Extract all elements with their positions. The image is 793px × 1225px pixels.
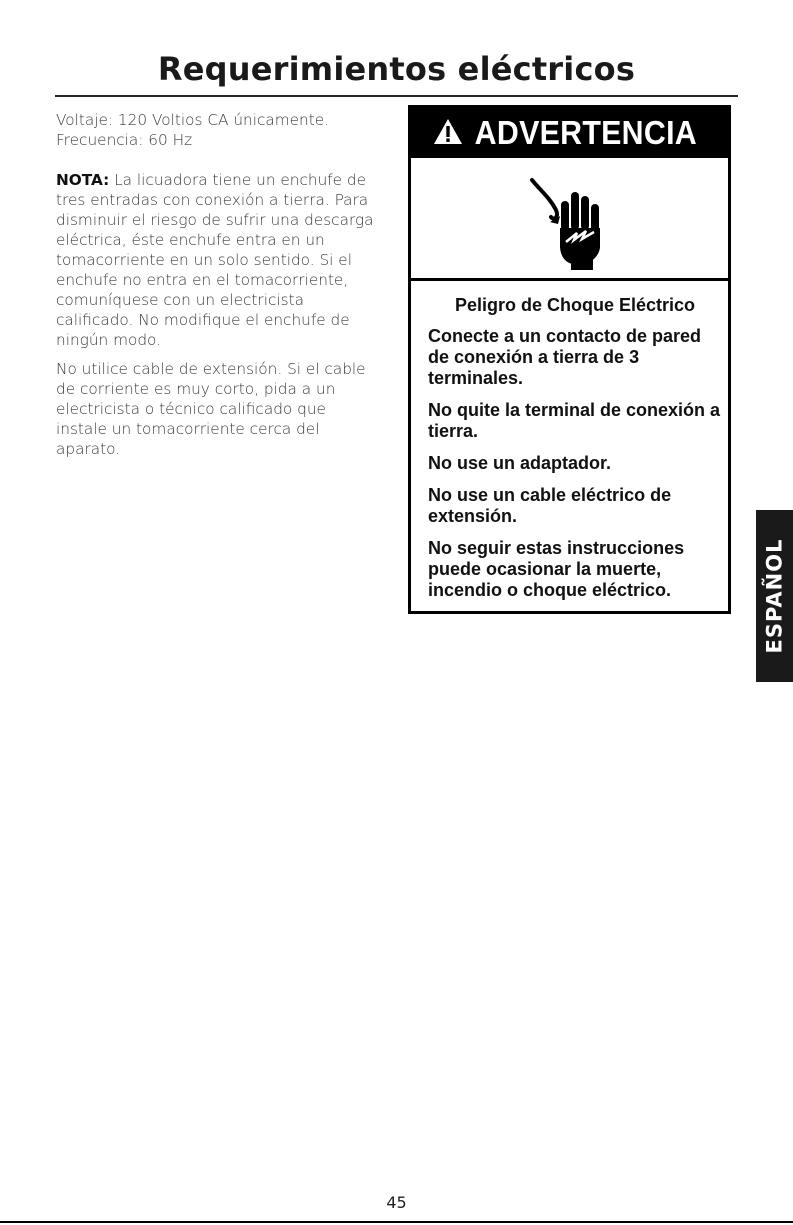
warning-line: No quite la terminal de conexión a tierra. xyxy=(428,400,721,441)
page-title: Requerimientos eléctricos xyxy=(157,50,636,88)
warning-title: ADVERTENCIA xyxy=(474,114,697,151)
frequency-line: Frecuencia: 60 Hz xyxy=(56,131,193,149)
bottom-divider xyxy=(0,1221,793,1223)
hazard-icon-area xyxy=(411,158,728,278)
nota-label: NOTA: xyxy=(56,171,110,189)
nota-paragraph xyxy=(56,170,376,350)
warning-line: No use un cable eléctrico de extensión. xyxy=(428,485,672,526)
warning-line: Conecte a un contacto de pared de conexión a tierra de 3 terminales. xyxy=(428,326,702,388)
page-number: 45 xyxy=(386,1193,407,1212)
electrical-requirements-text xyxy=(56,110,376,459)
title-divider xyxy=(55,95,738,97)
warning-triangle-icon xyxy=(433,118,463,149)
nota-text: La licuadora tiene un enchufe de tres entradas con conexión a tierra. Para disminuir el riesgo de sufrir una descarga eléctrica, éste enchufe entra en un tomacorriente en un solo sentido. Si el enchufe no entra en el tomacorriente, comuníquese con un electricista calificado. No modifique el enchufe de ningún modo. xyxy=(56,171,374,349)
language-side-tab xyxy=(756,510,793,682)
warning-text xyxy=(428,294,722,612)
warning-box xyxy=(408,105,731,614)
warning-line: No seguir estas instrucciones puede ocasionar la muerte, incendio o choque eléctrico. xyxy=(428,538,685,600)
warning-header xyxy=(411,108,728,158)
warning-line: No use un adaptador. xyxy=(428,453,612,473)
extension-cord-paragraph: No utilice cable de extensión. Si el cable de corriente es muy corto, pida a un electricista o técnico calificado que instale un tomacorriente cerca del aparato. xyxy=(56,360,366,458)
warning-subtitle: Peligro de Choque Eléctrico xyxy=(454,295,696,315)
warning-divider xyxy=(411,278,728,281)
electric-shock-hazard-icon xyxy=(530,176,610,275)
language-tab-label: ESPAÑOL xyxy=(762,538,787,654)
voltage-line: Voltaje: 120 Voltios CA únicamente. xyxy=(56,111,330,129)
